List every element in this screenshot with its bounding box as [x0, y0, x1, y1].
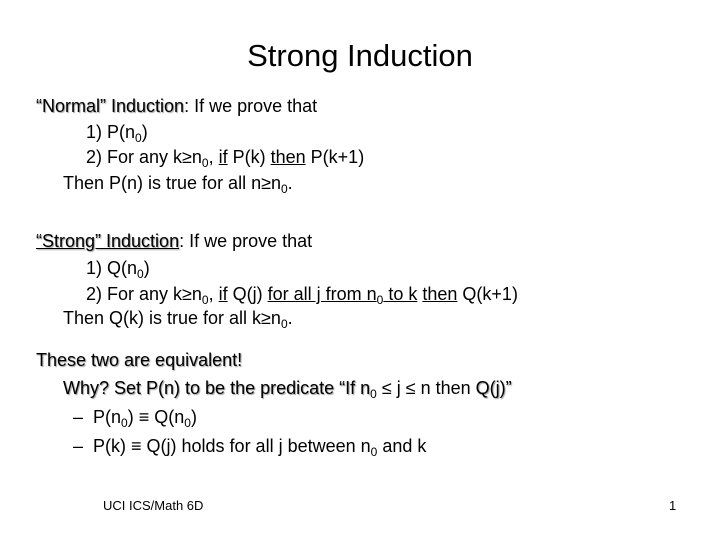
- text: Q(k+1): [457, 284, 518, 304]
- keyword-then: then: [270, 147, 306, 167]
- normal-step-2: [86, 145, 364, 169]
- page-number: 1: [669, 498, 677, 513]
- text: Then Q(k) is true for all k≥n: [63, 308, 281, 328]
- equivalence-heading: These two are equivalent!: [36, 350, 243, 370]
- for-all-range: [267, 284, 418, 307]
- keyword-if: if: [218, 147, 228, 167]
- text: Q(j)”: [475, 378, 512, 398]
- bullet-2: [73, 434, 426, 458]
- text: Q(j): [227, 284, 268, 304]
- strong-step-2: [86, 282, 518, 306]
- slide-title: Strong Induction: [247, 38, 473, 73]
- strong-induction-label: “Strong” Induction: [36, 231, 180, 251]
- text: Why? Set P(n) to be the predicate “If n: [63, 378, 371, 398]
- text: 2) For any k≥n: [86, 147, 202, 167]
- normal-induction-intro: : If we prove that: [184, 96, 318, 116]
- subscript: 0: [184, 416, 191, 430]
- subscript: 0: [201, 293, 209, 307]
- text: .: [287, 308, 293, 328]
- strong-step-1: [86, 256, 150, 280]
- normal-conclusion: [63, 171, 293, 195]
- text: for all j from n: [267, 284, 377, 304]
- why-line: [63, 376, 512, 400]
- subscript: 0: [370, 445, 378, 459]
- text: to k: [383, 284, 418, 304]
- text: ,: [208, 284, 219, 304]
- normal-induction-label: “Normal” Induction: [36, 96, 185, 116]
- text: Then P(n) is true for all n≥n: [63, 173, 281, 193]
- footer-course: UCI ICS/Math 6D: [103, 498, 204, 513]
- subscript: 0: [280, 317, 288, 331]
- subscript: 0: [376, 293, 384, 307]
- normal-step-1: [86, 120, 148, 144]
- bullet-1: [73, 405, 197, 429]
- keyword-then: then: [422, 284, 458, 304]
- strong-induction-intro: : If we prove that: [179, 231, 313, 251]
- text: and k: [377, 436, 427, 456]
- dash-bullet: –: [73, 436, 84, 456]
- subscript: 0: [280, 182, 288, 196]
- text: 1) P(n: [86, 122, 136, 142]
- normal-induction-line: [36, 94, 317, 118]
- text: P(k+1): [305, 147, 365, 167]
- text: 2) For any k≥n: [86, 284, 202, 304]
- subscript: 0: [137, 267, 144, 281]
- text: ,: [208, 147, 219, 167]
- text: ): [141, 122, 148, 142]
- strong-conclusion: [63, 306, 293, 330]
- subscript: 0: [370, 387, 377, 401]
- text: ): [190, 407, 197, 427]
- text: P(n: [93, 407, 122, 427]
- text: ): [143, 258, 150, 278]
- text: P(k): [227, 147, 271, 167]
- text: P(k) ≡ Q(j) holds for all j between n: [93, 436, 371, 456]
- keyword-if: if: [218, 284, 228, 304]
- strong-induction-line: [36, 229, 312, 253]
- text: 1) Q(n: [86, 258, 138, 278]
- subscript: 0: [201, 156, 209, 170]
- dash-bullet: –: [73, 407, 84, 427]
- subscript: 0: [121, 416, 128, 430]
- text: ) ≡ Q(n: [127, 407, 185, 427]
- subscript: 0: [135, 131, 142, 145]
- text: .: [287, 173, 293, 193]
- text: ≤ j ≤ n then: [376, 378, 476, 398]
